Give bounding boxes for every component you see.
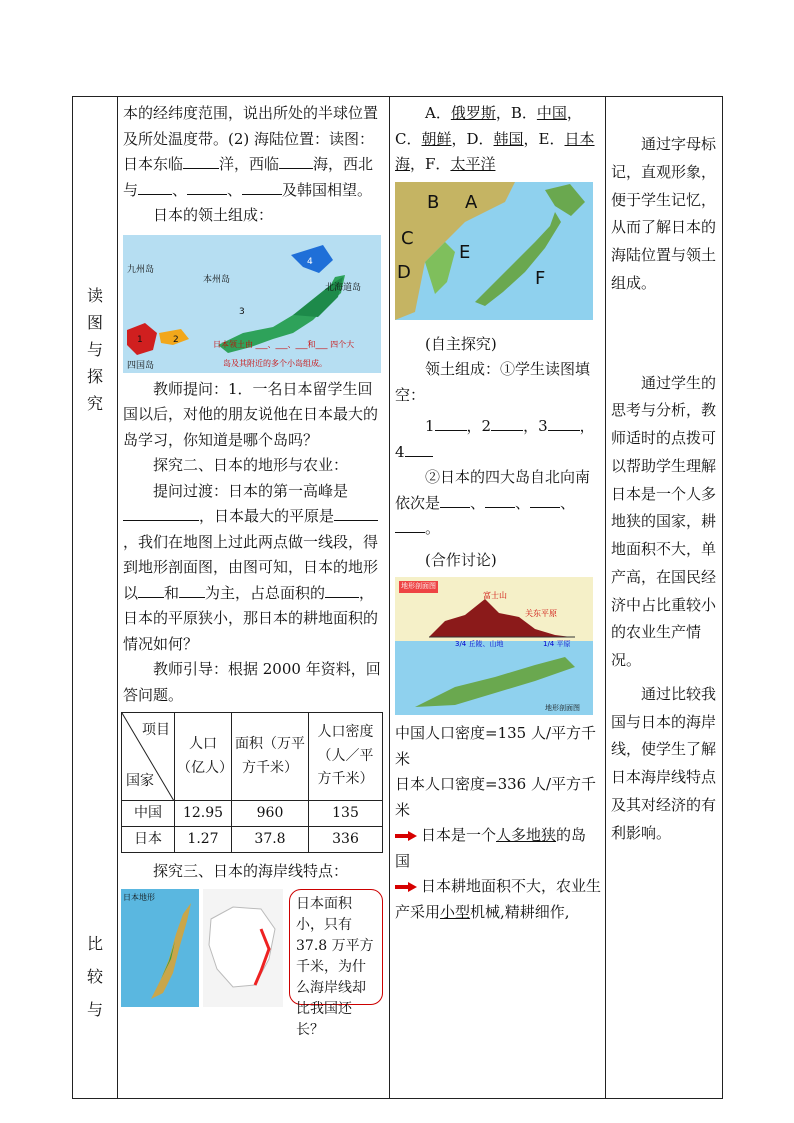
japan-density: 日本人口密度=336 人/平方千米 (395, 775, 597, 819)
conclusion-1: 日本是一个人多地狭的岛国 (395, 826, 587, 870)
arrow-icon (395, 831, 417, 841)
teacher-column (123, 101, 383, 1038)
side-label-read: 读 图 与 探 究 (86, 286, 103, 413)
arrow-icon (395, 882, 417, 892)
terrain-profile-map: 地形剖面图 富士山 关东平原 3/4 丘陵、山地 1/4 平原 地形剖面图 (395, 577, 593, 715)
self-explore-label: (自主探究) (425, 334, 497, 353)
lesson-table (72, 96, 723, 1099)
position-question: 本的经纬度范围，说出所处的半球位置及所处温度带。(2) 海陆位置：读图：日本东临 洋，西临 海，西北与 、 、 及韩国相望。 (123, 104, 379, 199)
teacher-question: 教师提问：1．一名日本留学生回国以后，对他的朋友说他在日本最大的岛学习，你知道是哪个岛吗？ (123, 379, 379, 449)
four-islands-question: ②日本的四大岛自北向南依次是 、 、 、。 (395, 468, 591, 537)
discussion-label: (合作讨论) (425, 550, 497, 569)
intent-1: 通过字母标记，直观形象，便于学生记忆，从而了解日本的海陆位置与领土组成。 (611, 135, 717, 292)
table-row: 中国 12.95 960 135 (122, 801, 383, 827)
fill-in-blanks: 1 ，2 ，3 ， (425, 417, 595, 435)
china-map (203, 889, 283, 1007)
teacher-guide: 教师引导：根据 2000 年资料，回答问题。 (123, 660, 381, 704)
territory-heading: 日本的领土组成： (153, 206, 274, 224)
territory-task: 领土组成：①学生读图填空： (395, 360, 591, 404)
side-label-compare: 比 较 与 (86, 934, 103, 1019)
conclusion-2: 日本耕地面积不大，农业生产采用小型机械,精耕细作, (395, 877, 602, 921)
population-table: 项目 国家 人口（亿人） 面积（万平方千米） 人口密度（人／平方千米） 中国 12.95 960 135 日本 1.27 37.8 336 (121, 712, 383, 853)
territory-map: 九州岛 本州岛 4 北海道岛 3 2 1 四国岛 日本领土由 ___、___、___和___ 四个大 岛及其附近的多个小岛组成。 (123, 235, 381, 373)
question-bubble: 日本面积小，只有 37.8 万平方千米，为什么海岸线却比我国还长？ (289, 889, 383, 1005)
student-column: A．俄罗斯，B．中国，C．朝鲜，D．韩国，E．日本海，F．太平洋 B A C E D F (自主探究) 领土组成：①学生读图填空： 1 ，2 ，3 ， 4 ②日本的四大岛自北向南依次是 、 、 、。 (合作讨论) 地形剖面图 富士山 关东平原 3/4 丘陵、山地 1/4 平原 地形剖面图 中国人口密度=135 人/平方千米 日本人口密度=336 人/平方千米 日本是一个人多地狭的岛国 日本耕地面积不大，农业生产采用小型机械,精耕细作, (395, 101, 601, 925)
explore-three-heading: 探究三、日本的海岸线特点： (153, 862, 349, 880)
table-row: 日本 1.27 37.8 336 (122, 827, 383, 853)
transition-question: 提问过渡：日本的第一高峰是，日本最大的平原是，我们在地图上过此两点做一线段，得到地形剖面图，由图可知，日本的地形以 和 为主，占总面积的 ，日本的平原狭小，那日本的耕地面积的情况如何？ (123, 481, 379, 653)
intent-column (611, 101, 719, 847)
china-density: 中国人口密度=135 人/平方千米 (395, 724, 597, 768)
intent-3: 通过比较我国与日本的海岸线，使学生了解日本海岸线特点及其对经济的有利影响。 (611, 684, 717, 842)
japan-terrain-map: 日本地形 (121, 889, 199, 1007)
answer-line: A．俄罗斯，B．中国，C．朝鲜，D．韩国，E．日本海，F．太平洋 (395, 104, 595, 173)
intent-2: 通过学生的思考与分析，教师适时的点拨可以帮助学生理解日本是一个人多地狭的国家，耕地面积不大，单产高，在国民经济中占比重较小的农业生产情况。 (611, 373, 717, 669)
position-map: B A C E D F (395, 182, 593, 320)
explore-two-heading: 探究二、日本的地形与农业： (153, 456, 349, 474)
